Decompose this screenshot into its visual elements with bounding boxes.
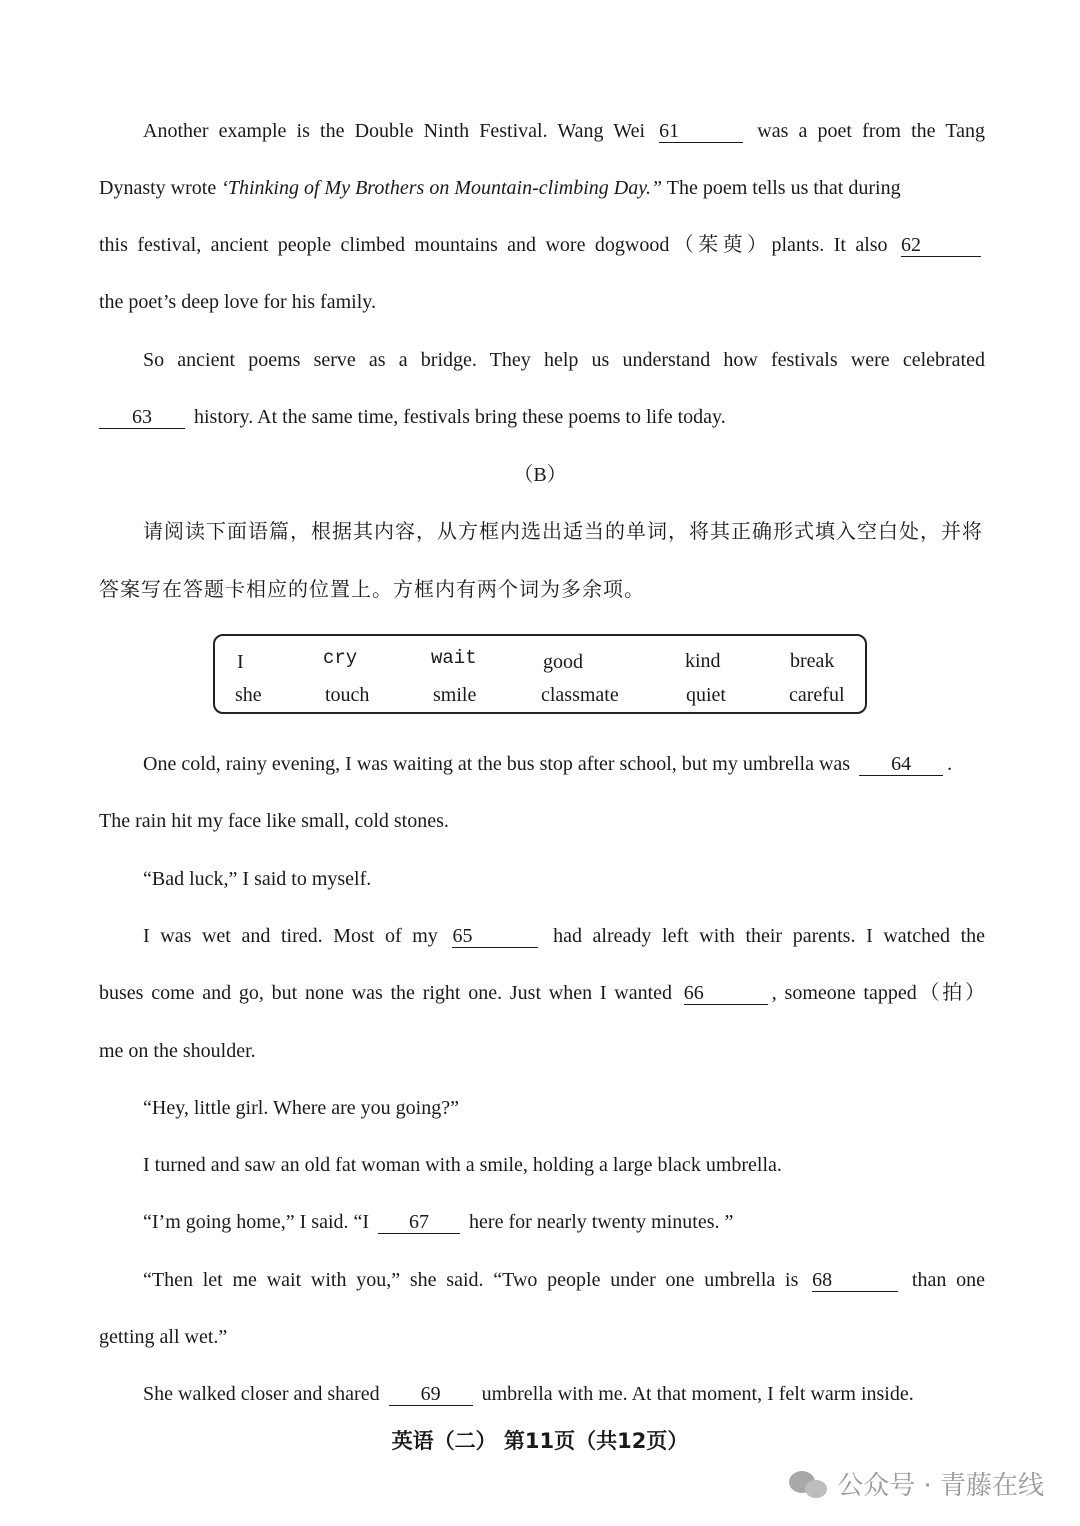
word-bank-item: touch xyxy=(325,684,370,706)
passage-a-line-6 xyxy=(99,403,985,431)
blank-62: 62 xyxy=(901,234,981,257)
text: this festival, ancient people climbed mountains and wore dogwood（茱萸）plants. It also xyxy=(99,234,888,256)
passage-a-line-5: So ancient poems serve as a bridge. They help us understand how festivals were celebrated xyxy=(143,349,985,371)
watermark xyxy=(789,1465,1044,1502)
blank-69: 69 xyxy=(389,1383,473,1406)
text: than one xyxy=(911,1269,985,1291)
word-bank-item: break xyxy=(790,650,835,672)
section-heading: （B） xyxy=(513,464,567,486)
text: here for nearly twenty minutes. ” xyxy=(469,1211,734,1233)
blank-65: 65 xyxy=(452,925,538,948)
text: “Then let me wait with you,” she said. “Two people under one umbrella is xyxy=(143,1269,799,1291)
text: I was wet and tired. Most of my xyxy=(143,925,438,947)
word-bank-item: good xyxy=(543,651,583,673)
text: , someone tapped（拍） xyxy=(771,982,986,1004)
word-bank-box xyxy=(213,634,867,714)
word-bank-item: she xyxy=(235,684,262,706)
passage-a-line-3 xyxy=(99,231,985,259)
word-bank-item: wait xyxy=(431,647,477,669)
passage-b-line-12 xyxy=(143,1380,985,1408)
passage-a-line-4: the poet’s deep love for his family. xyxy=(99,291,376,313)
blank-66: 66 xyxy=(684,982,768,1005)
passage-b-line-6: me on the shoulder. xyxy=(99,1040,256,1062)
text: She walked closer and shared xyxy=(143,1383,380,1405)
passage-b-line-2: The rain hit my face like small, cold stones. xyxy=(99,810,449,832)
passage-b-line-3: “Bad luck,” I said to myself. xyxy=(143,868,372,890)
passage-b-line-1 xyxy=(143,750,985,778)
text: . xyxy=(947,753,953,775)
passage-a-line-2 xyxy=(99,174,985,202)
text: Dynasty wrote xyxy=(99,177,222,199)
text: Another example is the Double Ninth Festival. Wang Wei xyxy=(143,120,646,142)
watermark-text: 公众号 · 青藤在线 xyxy=(837,1471,1044,1501)
word-bank-item: I xyxy=(237,651,244,673)
blank-63: 63 xyxy=(99,406,185,429)
wechat-icon xyxy=(789,1469,829,1499)
word-bank-item: kind xyxy=(685,650,721,672)
passage-b-line-4 xyxy=(143,922,985,950)
passage-a-line-1 xyxy=(143,117,985,145)
blank-61: 61 xyxy=(659,120,743,143)
instruction-line-2: 答案写在答题卡相应的位置上。方框内有两个词为多余项。 xyxy=(99,577,645,601)
word-bank-item: classmate xyxy=(541,684,619,706)
text: umbrella with me. At that moment, I felt warm inside. xyxy=(481,1383,914,1405)
passage-b-line-11: getting all wet.” xyxy=(99,1326,228,1348)
word-bank-item: cry xyxy=(323,647,358,669)
passage-b-line-8: I turned and saw an old fat woman with a smile, holding a large black umbrella. xyxy=(143,1154,782,1176)
blank-67: 67 xyxy=(378,1211,460,1234)
blank-64: 64 xyxy=(859,753,943,776)
passage-b-line-7: “Hey, little girl. Where are you going?” xyxy=(143,1097,459,1119)
instruction-line-1: 请阅读下面语篇，根据其内容，从方框内选出适当的单词，将其正确形式填入空白处，并将 xyxy=(143,519,983,543)
passage-b-line-9 xyxy=(143,1208,985,1236)
page-footer: 英语（二） 第11页（共12页） xyxy=(391,1429,689,1453)
text: had already left with their parents. I watched the xyxy=(553,925,986,947)
text: history. At the same time, festivals bring these poems to life today. xyxy=(194,406,726,428)
text: “I’m going home,” I said. “I xyxy=(143,1211,370,1233)
word-bank-item: quiet xyxy=(686,684,726,706)
text: was a poet from the Tang xyxy=(757,120,986,142)
text: One cold, rainy evening, I was waiting at the bus stop after school, but my umbrella was xyxy=(143,753,851,775)
text: The poem tells us that during xyxy=(662,177,901,199)
poem-title: ‘Thinking of My Brothers on Mountain-climbing Day.” xyxy=(221,177,663,199)
passage-b-line-5 xyxy=(99,979,985,1007)
text: buses come and go, but none was the right one. Just when I wanted xyxy=(99,982,673,1004)
word-bank-item: careful xyxy=(789,684,845,706)
blank-68: 68 xyxy=(812,1269,898,1292)
word-bank-item: smile xyxy=(433,684,477,706)
passage-b-line-10 xyxy=(143,1266,985,1294)
